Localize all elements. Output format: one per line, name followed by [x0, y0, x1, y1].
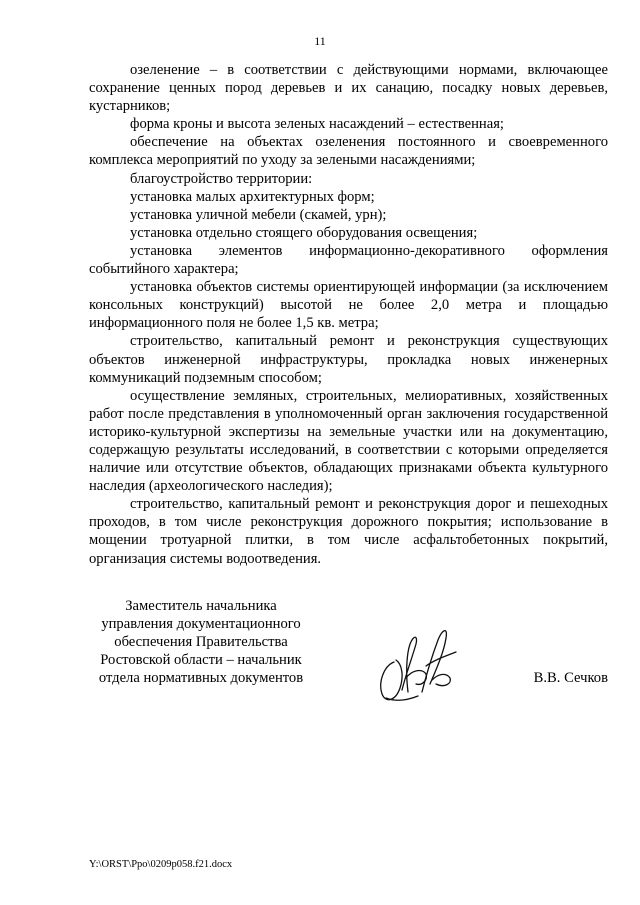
signatory-position-line: Ростовской области – начальник — [100, 652, 302, 669]
signatory-name: В.В. Сечков — [533, 670, 608, 686]
paragraph: установка элементов информационно-декоративного оформления событийного характера; — [89, 242, 608, 278]
page-number: 11 — [314, 34, 326, 48]
paragraph: благоустройство территории: — [130, 170, 313, 187]
file-path: Y:\ORST\Ppo\0209p058.f21.docx — [89, 859, 233, 870]
paragraph: установка отдельно стоящего оборудования освещения; — [130, 224, 478, 241]
signatory-position-line: управления документационного — [101, 616, 301, 633]
signatory-position-line: обеспечения Правительства — [114, 634, 288, 651]
body-text — [89, 61, 608, 568]
signatory-position — [89, 597, 313, 687]
paragraph: строительство, капитальный ремонт и реконструкция существующих объектов инженерной инфраструктуры, прокладка новых инженерных коммуникаций подземным способом; — [89, 333, 608, 386]
paragraph: форма кроны и высота зеленых насаждений – естественная; — [130, 116, 504, 133]
signatory-position-line: отдела нормативных документов — [98, 670, 304, 687]
paragraph: озеленение – в соответствии с действующими нормами, включающее сохранение ценных пород деревьев и их санацию, посадку новых деревьев, кустарников; — [89, 62, 608, 115]
paragraph: установка малых архитектурных форм; — [130, 188, 375, 205]
paragraph: обеспечение на объектах озеленения постоянного и своевременного комплекса мероприятий по уходу за зелеными насаждениями; — [89, 134, 608, 169]
signatory-position-line: Заместитель начальника — [125, 598, 277, 614]
paragraph: строительство, капитальный ремонт и реконструкция дорог и пешеходных проходов, в том числе реконструкция дорожного покрытия; использование в мощении тротуарной плитки, в том числе асфальтобетонных покрытий, организация системы водоотведения. — [89, 496, 608, 567]
paragraph: установка уличной мебели (скамей, урн); — [130, 206, 387, 223]
paragraph: установка объектов системы ориентирующей информации (за исключением консольных конструкций) высотой не более 2,0 метра и площадью информационного поля не более 1,5 кв. метра; — [89, 279, 608, 332]
handwritten-signature — [372, 622, 464, 708]
paragraph: осуществление земляных, строительных, мелиоративных, хозяйственных работ после представления в уполномоченный орган заключения государственной историко-культурной экспертизы на земельные участки или на документацию, содержащую результаты исследований, в соответствии с которыми определяется наличие или отсутствие объектов, обладающих признаками объекта культурного наследия (археологического наследия); — [89, 387, 608, 495]
